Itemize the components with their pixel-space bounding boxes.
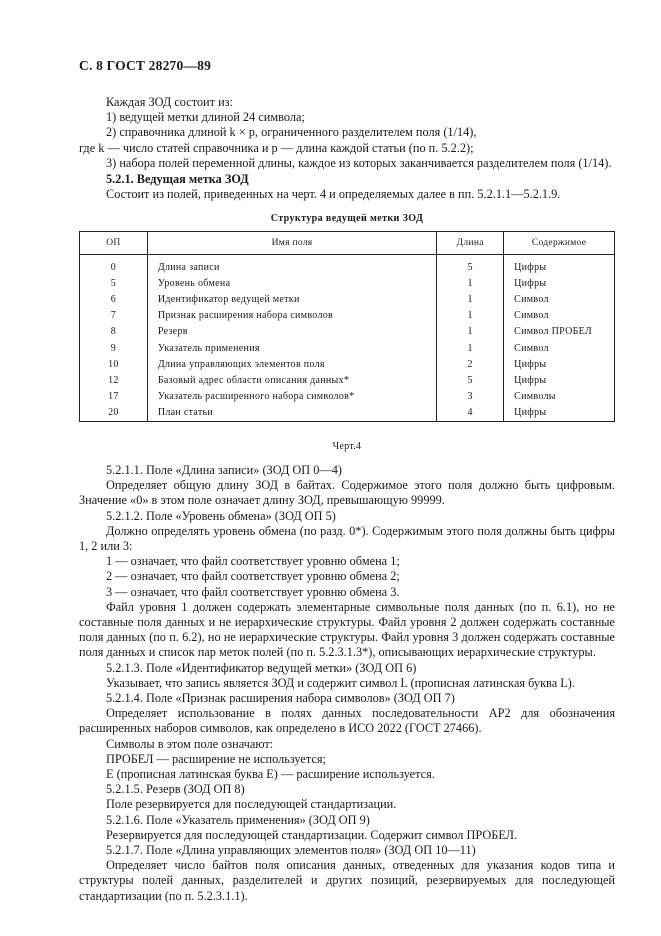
body-paragraph: 5.2.1.3. Поле «Идентификатор ведущей метки» (ЗОД ОП 6) <box>106 660 417 675</box>
cell-length: 3 <box>437 389 504 405</box>
table-row <box>80 308 615 324</box>
cell-field-name: Указатель применения <box>147 340 436 356</box>
cell-length: 2 <box>437 356 504 372</box>
cell-op: 12 <box>80 372 148 388</box>
cell-field-name: Указатель расширенного набора символов* <box>147 389 436 405</box>
column-header: Содержимое <box>504 232 615 255</box>
cell-content: Цифры <box>504 275 615 291</box>
cell-content: Символы <box>504 389 615 405</box>
body-paragraph: Поле резервируется для последующей стандартизации. <box>106 797 397 812</box>
body-paragraph: 5.2.1.6. Поле «Указатель применения» (ЗОД ОП 9) <box>106 812 370 827</box>
cell-field-name: Идентификатор ведущей метки <box>147 291 436 307</box>
cell-content: Цифры <box>504 405 615 422</box>
cell-op: 10 <box>80 356 148 372</box>
intro-line: 1) ведущей метки длиной 24 символа; <box>106 110 305 125</box>
cell-field-name: Длина записи <box>147 255 436 276</box>
cell-op: 20 <box>80 405 148 422</box>
cell-op: 6 <box>80 291 148 307</box>
column-header: Длина <box>437 232 504 255</box>
body-paragraph: 5.2.1.5. Резерв (ЗОД ОП 8) <box>106 782 245 797</box>
body-paragraph: 3 — означает, что файл соответствует уровню обмена 3. <box>106 584 400 599</box>
cell-op: 9 <box>80 340 148 356</box>
table-row <box>80 291 615 307</box>
body-paragraph: 5.2.1.1. Поле «Длина записи» (ЗОД ОП 0—4) <box>106 463 342 477</box>
cell-content: Символ <box>504 308 615 324</box>
cell-field-name: Базовый адрес области описания данных* <box>147 372 436 388</box>
body-paragraph: 2 — означает, что файл соответствует уровню обмена 2; <box>106 569 400 584</box>
body-paragraph: Определяет общую длину ЗОД в байтах. Содержимое этого поля должно быть цифровым. Значение «0» в этом поле означает длину ЗОД, превышающую 99999. <box>79 478 615 508</box>
intro-line: Каждая ЗОД состоит из: <box>106 95 233 109</box>
cell-content: Цифры <box>504 255 615 276</box>
table-row <box>80 255 615 276</box>
body-paragraph: Указывает, что запись является ЗОД и содержит символ L (прописная латинская буква L). <box>106 675 575 690</box>
column-header: ОП <box>80 232 148 255</box>
body-paragraph: 5.2.1.4. Поле «Признак расширения набора символов» (ЗОД ОП 7) <box>106 691 455 706</box>
cell-op: 7 <box>80 308 148 324</box>
body-paragraph: Определяет число байтов поля описания данных, отведенных для указания кодов типа и структуры полей данных, разделителей и других позиций, резервируемых для последующей стандартизации (по п. 5.2.3.1.1). <box>79 858 615 903</box>
intro-line: 2) справочника длиной k × p, ограниченного разделителем поля (1/14), <box>106 125 477 140</box>
body-paragraph: ПРОБЕЛ — расширение не используется; <box>106 751 326 766</box>
body-paragraph: Должно определять уровень обмена (по разд. 0*). Содержимым этого поля должны быть цифры 1, 2 или 3: <box>79 523 615 554</box>
cell-field-name: Признак расширения набора символов <box>147 308 436 324</box>
table-row <box>80 389 615 405</box>
page-header: С. 8 ГОСТ 28270—89 <box>79 58 212 73</box>
body-paragraph: Определяет использование в полях данных последовательности АР2 для обозначения расширенных наборов символов, как определено в ИСО 2022 (ГОСТ 27466). <box>79 706 615 736</box>
body-paragraph: 1 — означает, что файл соответствует уровню обмена 1; <box>106 554 400 569</box>
cell-op: 0 <box>80 255 148 276</box>
cell-content: Цифры <box>504 356 615 372</box>
table-row <box>80 324 615 340</box>
cell-content: Символ ПРОБЕЛ <box>504 324 615 340</box>
cell-content: Символ <box>504 291 615 307</box>
cell-field-name: Длина управляющих элементов поля <box>147 356 436 372</box>
section-heading: 5.2.1. Ведущая метка ЗОД <box>106 172 249 187</box>
body-paragraph: Резервируется для последующей стандартизации. Содержит символ ПРОБЕЛ. <box>106 827 518 842</box>
cell-length: 1 <box>437 324 504 340</box>
cell-length: 1 <box>437 275 504 291</box>
cell-length: 1 <box>437 340 504 356</box>
table-caption: Структура ведущей метки ЗОД <box>270 213 424 224</box>
cell-length: 5 <box>437 372 504 388</box>
cell-length: 5 <box>437 255 504 276</box>
cell-length: 1 <box>437 291 504 307</box>
body-paragraph: Е (прописная латинская буква Е) — расширение используется. <box>106 767 435 782</box>
column-header: Имя поля <box>147 232 436 255</box>
body-paragraph: 5.2.1.7. Поле «Длина управляющих элементов поля» (ЗОД ОП 10—11) <box>106 843 476 858</box>
table-row <box>80 405 615 422</box>
cell-field-name: План статьи <box>147 405 436 422</box>
cell-length: 1 <box>437 308 504 324</box>
table-row <box>80 356 615 372</box>
body-text <box>79 463 615 904</box>
cell-content: Символ <box>504 340 615 356</box>
table-row <box>80 340 615 356</box>
cell-field-name: Резерв <box>147 324 436 340</box>
body-paragraph: Символы в этом поле означают: <box>106 736 274 751</box>
figure-label: Черт.4 <box>332 441 362 452</box>
section-text: Состоит из полей, приведенных на черт. 4 и определяемых далее в пп. 5.2.1.1—5.2.1.9. <box>106 187 561 202</box>
cell-length: 4 <box>437 405 504 422</box>
intro-block <box>79 95 615 202</box>
intro-line: 3) набора полей переменной длины, каждое из которых заканчивается разделителем поля (1/14). <box>106 155 612 170</box>
cell-content: Цифры <box>504 372 615 388</box>
cell-op: 17 <box>80 389 148 405</box>
body-paragraph: Файл уровня 1 должен содержать элементарные символьные поля данных (по п. 6.1), но не составные поля данных и не иерархические структуры. Файл уровня 2 должен содержать составные поля данных (по п. 6.2), но не иерархические структуры. Файл уровня 3 должен содержать составные поля данных и список пар меток полей (по п. 5.2.3.1.3*), описывающих иерархические структуры. <box>79 599 615 660</box>
intro-line: где k — число статей справочника и р — длина каждой статьи (по п. 5.2.2); <box>79 140 474 155</box>
cell-op: 8 <box>80 324 148 340</box>
leader-structure-table <box>79 231 615 422</box>
table-row <box>80 372 615 388</box>
table-row <box>80 275 615 291</box>
body-paragraph: 5.2.1.2. Поле «Уровень обмена» (ЗОД ОП 5) <box>106 508 336 523</box>
cell-op: 5 <box>80 275 148 291</box>
table-header-row <box>80 232 615 255</box>
cell-field-name: Уровень обмена <box>147 275 436 291</box>
